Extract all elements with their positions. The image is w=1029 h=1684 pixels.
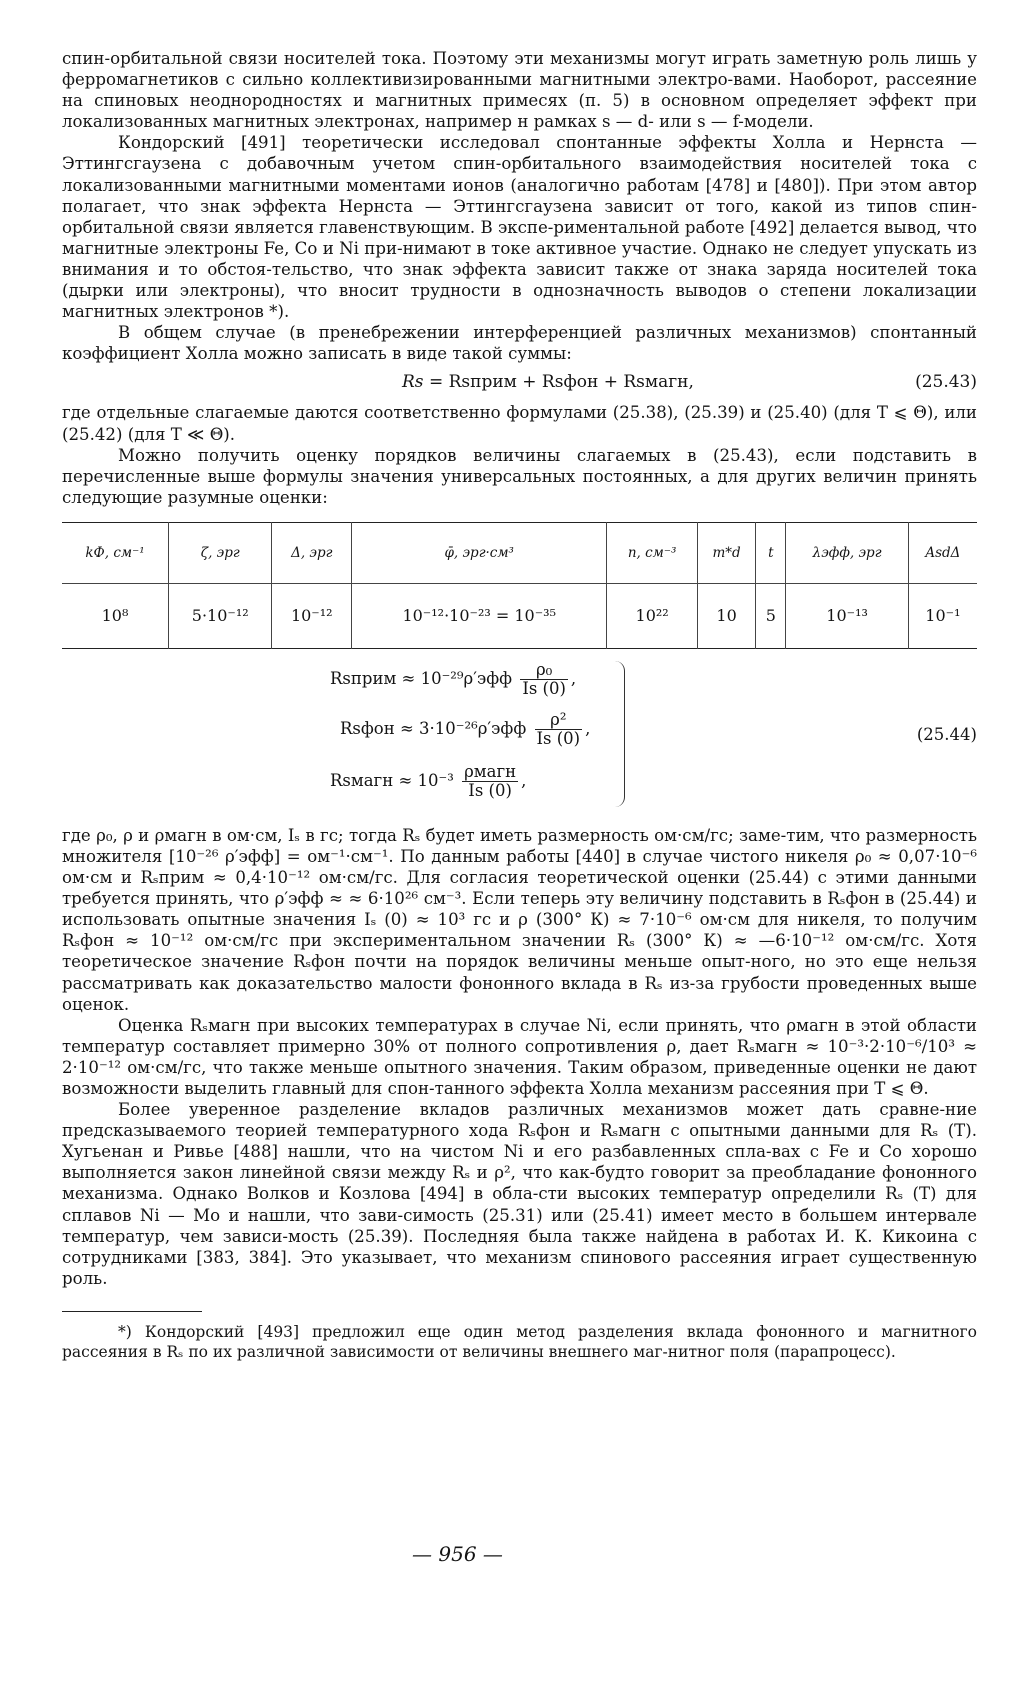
paragraph-6: где ρ₀, ρ и ρмагн в ом·см, Iₛ в гс; тогда Rₛ будет иметь размерность ом·см/гс; заме-тим, что размерность множителя [10⁻²⁶ ρ′эфф] = ом⁻¹·см⁻¹. По данным работы [440] в случае чистого никеля ρ₀ ≈ 0,07·10⁻⁶ ом·см и Rₛприм ≈ 0,4·10⁻¹² ом·см/гс. Для согласия теоретической оценки (25.44) с этими данными требуется принять, что ρ′эфф ≈ ≈ 6·10²⁶ см⁻³. Если теперь эту величину подставить в Rₛфон в (25.44) и использовать опытные значения Iₛ (0) ≈ 10³ гс и ρ (300° К) ≈ 7·10⁻⁶ ом·см для никеля, то получим Rₛфон ≈ 10⁻¹² ом·см/гс при экспериментальном значении Rₛ (300° К) ≈ —6·10⁻¹² ом·см/гс. Хотя теоретическое значение Rₛфон почти на порядок величины меньше опыт-ного, но это еще нельзя рассматривать как доказательство малости фононного вклада в Rₛ из-за грубости проведенных выше оценок. [62,825,977,1014]
equation-25-44-number: (25.44) [916,724,977,744]
table-cell: 10⁸ [62,583,168,648]
page-number: — 956 — [412,1542,503,1566]
table-header-cell: Δ, эрг [272,522,352,583]
paragraph-1: спин-орбитальной связи носителей тока. Поэтому эти механизмы могут играть заметную роль лишь у ферромагнетиков с сильно коллективизированными магнитными электро-вами. Наоборот, рассеяние на спиновых неоднородностях и магнитных примесях (п. 5) в основном определяет эффект при локализованных магнитных электронах, например н рамках s — d- или s — f-модели. [62,49,977,132]
table-header-cell: kФ, см⁻¹ [62,522,168,583]
paragraph-8: Более уверенное разделение вкладов различных механизмов может дать сравне-ние предсказываемого теорией температурного хода Rₛфон и Rₛмагн с опытными данными для Rₛ (T). Хугьенан и Ривье [488] нашли, что на чистом Ni и его разбавленных спла-вах с Fe и Co хорошо выполняется закон линейной связи между Rₛ и ρ², что как-будто говорит за преобладание фононного механизма. Однако Волков и Козлова [494] в обла-сти высоких температур определили Rₛ (T) для сплавов Ni — Mo и нашли, что зави-симость (25.31) или (25.41) имеет место в большем интервале температур, чем зависи-мость (25.39). Последняя была также найдена в работах И. К. Кикоина с сотрудниками [383, 384]. Это указывает, что механизм спинового рассеяния играет существенную роль. [62,1100,977,1288]
table-header-cell: n, см⁻³ [607,522,697,583]
equation-25-43-number: (25.43) [915,372,977,393]
equation-25-43 [62,364,977,402]
table-cell: 5 [756,583,786,648]
paragraph-3: В общем случае (в пренебрежении интерференцией различных механизмов) спонтанный коэффициент Холла можно записать в виде такой суммы: [62,323,977,364]
table-header-cell: λэфф, эрг [786,522,908,583]
table-header-cell: ζ, эрг [168,522,272,583]
equation-line-prim: Rsприм ≈ 10⁻²⁹ρ′эфф $\frac{\text{ρ₀}}{Is (0)}$ , [330,659,577,698]
table-cell: 10⁻¹² [272,583,352,648]
table-cell: 5·10⁻¹² [168,583,272,648]
table-cell: 10 [697,583,755,648]
equation-25-44 [62,661,977,811]
table-header-cell: m*d [697,522,755,583]
table-header-cell: t [756,522,786,583]
right-brace [614,661,625,807]
table-cell: 10⁻¹²·10⁻²³ = 10⁻³⁵ [352,583,607,648]
paragraph-7: Оценка Rₛмагн при высоких температурах в случае Ni, если принять, что ρмагн в этой области температур составляет примерно 30% от полного сопротивления ρ, дает Rₛмагн ≈ 10⁻³·2·10⁻⁶/10³ ≈ 2·10⁻¹² ом·см/гс, что также меньше опытного значения. Таким образом, приведенные оценки не дают возможности выделить главный для спон-танного эффекта Холла механизм рассеяния при T ⩽ Θ. [62,1015,977,1098]
paragraph-4: где отдельные слагаемые даются соответственно формулами (25.38), (25.39) и (25.40) (для T ⩽ Θ), или (25.42) (для T ≪ Θ). [62,403,977,444]
equation-line-fon: Rsфон ≈ 3·10⁻²⁶ρ′эфф $\frac{\text{ρ²}}{Is (0)}$ , [340,709,591,748]
table-cell: 10²² [607,583,697,648]
page [62,48,977,1362]
paragraph-2: Кондорский [491] теоретически исследовал спонтанные эффекты Холла и Нернста — Эттингсгаузена с добавочным учетом спин-орбитального взаимодействия носителей тока с локализованными магнитными моментами ионов (аналогично работам [478] и [480]). При этом автор полагает, что знак эффекта Нернста — Эттингсгаузена зависит от того, какой из типов спин-орбитальной связи является главенствующим. В экспе-риментальной работе [492] делается вывод, что магнитные электроны Fe, Co и Ni при-нимают в токе активное участие. Однако не следует упускать из внимания и то обстоя-тельство, что знак эффекта зависит также от знака заряда носителей тока (дырки или электроны), что вносит трудности в однозначность выводов о степени локализации магнитных электронов *). [62,133,977,322]
table-cell: 10⁻¹³ [786,583,908,648]
equation-25-43-body: Rs = Rsприм + Rsфон + Rsмагн, [402,372,694,393]
table-header-cell: φ̄, эрг·см³ [352,522,607,583]
table-header-row [62,522,977,583]
footnote: *) Кондорский [493] предложил еще один метод разделения вклада фононного и магнитного рассеяния в Rₛ по их различной зависимости от величины внешнего маг-нитног поля (парапроцесс). [62,1322,977,1361]
table-value-row [62,583,977,648]
table-header-cell: AsdΔ [908,522,977,583]
table-cell: 10⁻¹ [925,606,961,626]
equation-line-magn: Rsмагн ≈ 10⁻³ $\frac{\text{ρмагн}}{Is (0)}$ , [330,761,527,800]
paragraph-5: Можно получить оценку порядков величины слагаемых в (25.43), если подставить в перечисленные выше формулы значения универсальных постоянных, а для других величин принять следующие разумные оценки: [62,445,977,507]
footnote-divider [62,1311,202,1312]
parameter-table [62,522,977,649]
